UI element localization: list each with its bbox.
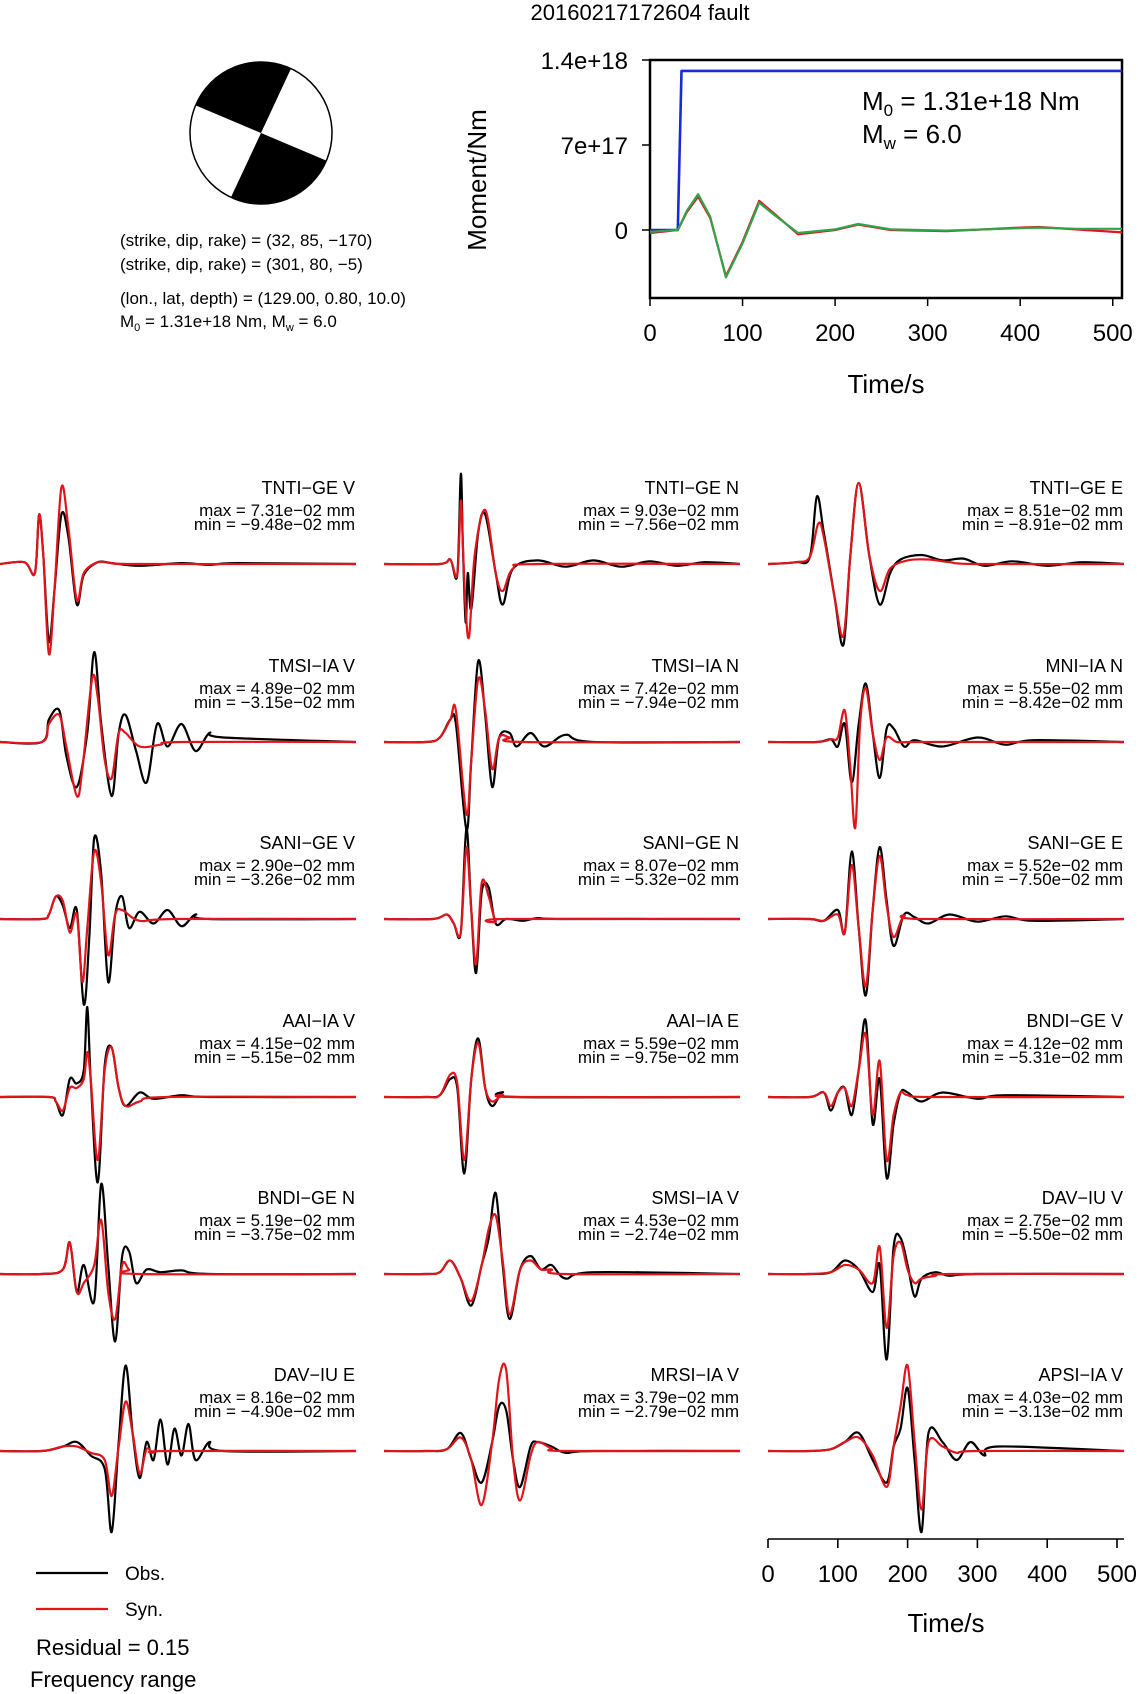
legend-syn-label: Syn. [125, 1600, 164, 1621]
station-name: SANI−GE V [259, 833, 355, 853]
station-min: min = −9.75e−02 mm [577, 1048, 739, 1067]
station-min: min = −8.91e−02 mm [961, 515, 1123, 534]
station-max: max = 2.90e−02 mm [199, 856, 355, 875]
station-min: min = −9.48e−02 mm [193, 515, 355, 534]
station-name: BNDI−GE N [257, 1188, 355, 1208]
station-panel [0, 478, 356, 655]
moment-rate-curve-green [650, 194, 1122, 277]
station-max: max = 5.52e−02 mm [967, 856, 1123, 875]
waveform-x-axis-label: Time/s [907, 1608, 985, 1638]
focal-plane1: (strike, dip, rake) = (32, 85, −170) [120, 231, 373, 250]
waveform-time-axis [761, 1539, 1137, 1588]
station-panel [384, 1188, 740, 1319]
station-min: min = −3.26e−02 mm [193, 870, 355, 889]
moment-x-tick-label: 100 [722, 320, 763, 347]
moment-y-tick-label: 0 [614, 218, 628, 245]
focal-moment: M0 = 1.31e+18 Nm, Mw = 6.0 [120, 312, 337, 334]
station-panel [384, 1364, 740, 1506]
figure-title: 20160217172604 fault [530, 0, 750, 25]
station-min: min = −3.15e−02 mm [193, 693, 355, 712]
waveform-x-tick-label: 300 [957, 1561, 998, 1588]
station-panel [768, 833, 1124, 996]
station-name: DAV−IU E [273, 1365, 355, 1385]
station-name: MRSI−IA V [650, 1365, 739, 1385]
station-max: max = 8.07e−02 mm [583, 856, 739, 875]
station-max: max = 7.31e−02 mm [199, 501, 355, 520]
station-max: max = 4.53e−02 mm [583, 1211, 739, 1230]
station-name: SMSI−IA V [651, 1188, 739, 1208]
station-max: max = 8.16e−02 mm [199, 1388, 355, 1407]
station-min: min = −3.13e−02 mm [961, 1402, 1123, 1421]
station-panel [0, 833, 356, 1005]
moment-y-axis-label: Moment/Nm [462, 109, 492, 251]
moment-m0-annotation: M0 = 1.31e+18 Nm [862, 86, 1080, 120]
station-min: min = −3.75e−02 mm [193, 1225, 355, 1244]
moment-x-tick-label: 300 [907, 320, 948, 347]
observed-waveform [768, 1234, 1124, 1360]
station-panel [768, 1011, 1124, 1179]
beachball [190, 60, 332, 210]
moment-x-axis-label: Time/s [847, 369, 925, 399]
station-name: BNDI−GE V [1026, 1011, 1123, 1031]
station-max: max = 4.15e−02 mm [199, 1034, 355, 1053]
station-min: min = −2.74e−02 mm [577, 1225, 739, 1244]
waveform-x-tick-label: 200 [887, 1561, 928, 1588]
station-max: max = 5.59e−02 mm [583, 1034, 739, 1053]
station-panel [768, 656, 1124, 828]
moment-y-tick-label: 7e+17 [560, 133, 628, 160]
station-max: max = 7.42e−02 mm [583, 679, 739, 698]
focal-info [120, 231, 406, 334]
station-panel [384, 474, 740, 638]
moment-x-tick-label: 200 [815, 320, 856, 347]
station-name: AAI−IA V [282, 1011, 355, 1031]
moment-mw-annotation: Mw = 6.0 [862, 119, 962, 153]
station-name: SANI−GE N [642, 833, 739, 853]
moment-rate-curve-red [650, 197, 1122, 277]
station-min: min = −4.90e−02 mm [193, 1402, 355, 1421]
station-min: min = −7.56e−02 mm [577, 515, 739, 534]
station-name: TMSI−IA V [268, 656, 355, 676]
station-panel [0, 652, 356, 797]
station-panel [768, 478, 1124, 646]
station-min: min = −5.31e−02 mm [961, 1048, 1123, 1067]
synthetic-waveform [768, 1365, 1124, 1510]
station-max: max = 4.03e−02 mm [967, 1388, 1123, 1407]
focal-location: (lon., lat, depth) = (129.00, 0.80, 10.0) [120, 289, 406, 308]
waveform-x-tick-label: 100 [817, 1561, 858, 1588]
station-max: max = 2.75e−02 mm [967, 1211, 1123, 1230]
moment-chart [462, 48, 1133, 399]
moment-x-tick-label: 400 [1000, 320, 1041, 347]
station-name: TNTI−GE N [644, 478, 739, 498]
station-max: max = 4.89e−02 mm [199, 679, 355, 698]
station-name: AAI−IA E [666, 1011, 739, 1031]
waveform-x-tick-label: 400 [1027, 1561, 1068, 1588]
synthetic-waveform [768, 1242, 1124, 1328]
station-max: max = 5.19e−02 mm [199, 1211, 355, 1230]
residual-label: Residual = 0.15 [36, 1635, 190, 1660]
station-min: min = −2.79e−02 mm [577, 1402, 739, 1421]
waveform-x-tick-label: 0 [761, 1561, 775, 1588]
station-max: max = 4.12e−02 mm [967, 1034, 1123, 1053]
station-min: min = −5.32e−02 mm [577, 870, 739, 889]
station-panel [0, 1007, 356, 1183]
station-panel [0, 1365, 356, 1532]
station-panel [384, 829, 740, 973]
station-name: MNI−IA N [1045, 656, 1123, 676]
station-min: min = −5.15e−02 mm [193, 1048, 355, 1067]
moment-y-tick-label: 1.4e+18 [540, 48, 628, 75]
station-name: TMSI−IA N [651, 656, 739, 676]
station-waveforms [0, 474, 1124, 1533]
station-panel [384, 1011, 740, 1174]
station-max: max = 9.03e−02 mm [583, 501, 739, 520]
moment-x-tick-label: 0 [643, 320, 657, 347]
legend-obs-label: Obs. [125, 1564, 166, 1585]
station-name: DAV−IU V [1041, 1188, 1123, 1208]
station-name: SANI−GE E [1027, 833, 1123, 853]
station-panel [384, 656, 740, 830]
station-name: TNTI−GE E [1029, 478, 1123, 498]
station-panel [768, 1188, 1124, 1360]
station-max: max = 8.51e−02 mm [967, 501, 1123, 520]
station-min: min = −5.50e−02 mm [961, 1225, 1123, 1244]
focal-plane2: (strike, dip, rake) = (301, 80, −5) [120, 255, 363, 274]
station-min: min = −7.50e−02 mm [961, 870, 1123, 889]
frequency-range-label: Frequency range [30, 1667, 197, 1692]
station-max: max = 3.79e−02 mm [583, 1388, 739, 1407]
moment-x-tick-label: 500 [1092, 320, 1133, 347]
station-name: APSI−IA V [1038, 1365, 1123, 1385]
station-name: TNTI−GE V [261, 478, 355, 498]
legend [30, 1564, 196, 1692]
station-max: max = 5.55e−02 mm [967, 679, 1123, 698]
station-panel [768, 1365, 1124, 1532]
station-panel [0, 1184, 356, 1342]
station-min: min = −7.94e−02 mm [577, 693, 739, 712]
waveform-x-tick-label: 500 [1096, 1561, 1138, 1588]
station-min: min = −8.42e−02 mm [961, 693, 1123, 712]
